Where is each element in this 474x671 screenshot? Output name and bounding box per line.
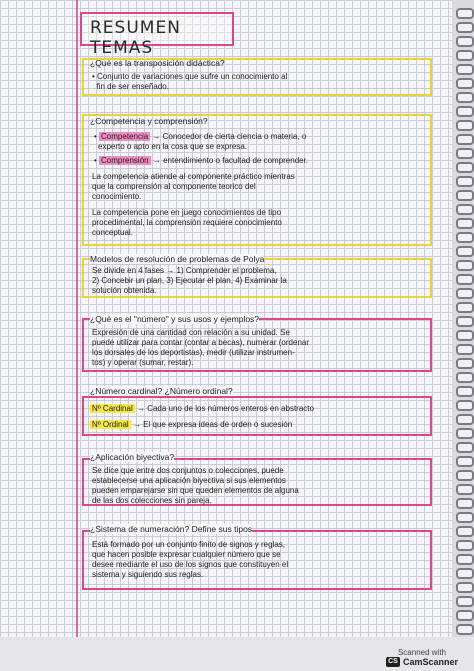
section-heading: ¿Qué es el "número" y sus usos y ejemplos?: [90, 314, 260, 324]
spiral-ring: [456, 134, 474, 145]
text-line: de las dos colecciones sin pareja.: [92, 496, 212, 505]
title-box: [80, 12, 234, 58]
text-line: puede utilizar para contar (contar a becas), numerar (ordenar: [92, 338, 309, 347]
spiral-ring: [456, 78, 474, 89]
ordinal-text: → El que expresa ideas de orden o sucesión: [132, 420, 293, 429]
text-line: Se divide en 4 fases → 1) Comprender el problema,: [92, 266, 277, 275]
section-heading: ¿Qué es la transposición didáctica?: [90, 58, 225, 68]
spiral-ring: [456, 204, 474, 215]
camscanner-logo-icon: CS: [386, 657, 400, 667]
spiral-ring: [456, 148, 474, 159]
text-line: conocimiento.: [92, 192, 142, 201]
text-line: Se dice que entre dos conjuntos o colecciones, puede: [92, 466, 284, 475]
comprension-text: → entendimiento o facultad de comprender.: [152, 156, 309, 165]
scanner-watermark: [386, 648, 458, 667]
spiral-ring: [456, 554, 474, 565]
spiral-ring: [456, 218, 474, 229]
spiral-ring: [456, 232, 474, 243]
spiral-ring: [456, 470, 474, 481]
spiral-ring: [456, 260, 474, 271]
spiral-ring: [456, 22, 474, 33]
spiral-ring: [456, 120, 474, 131]
margin-line: [76, 0, 78, 640]
text-line: tos) y operar (sumar, restar).: [92, 358, 194, 367]
text-line: desee mediante el uso de los signos que constituyen el: [92, 560, 289, 569]
spiral-ring: [456, 540, 474, 551]
spiral-ring: [456, 316, 474, 327]
spiral-ring: [456, 246, 474, 257]
competencia-text-2: experto o apto en la cosa que se expresa.: [98, 142, 247, 151]
section-heading: ¿Competencia y comprensión?: [90, 116, 208, 126]
spiral-ring: [456, 288, 474, 299]
text-line: • Conjunto de variaciones que sufre un conocimiento al: [92, 72, 288, 81]
spiral-ring: [456, 568, 474, 579]
text-line: que hacen posible expresar cualquier número que se: [92, 550, 281, 559]
text-line: los dorsales de los deportistas), medir (utilizar instrumen-: [92, 348, 295, 357]
spiral-ring: [456, 428, 474, 439]
scanner-line2: CamScanner: [402, 657, 458, 667]
spiral-ring: [456, 400, 474, 411]
spiral-ring: [456, 498, 474, 509]
section-biyectiva: [82, 452, 432, 506]
competencia-label: Competencia: [101, 132, 149, 141]
scanner-line1: Scanned with: [397, 648, 446, 657]
comprension-line: • Comprensión → entendimiento o facultad de comprender.: [94, 156, 309, 165]
spiral-ring: [456, 274, 474, 285]
ordinal-line: [90, 420, 292, 430]
text-line: Está formado por un conjunto finito de signos y reglas,: [92, 540, 285, 549]
spiral-ring: [456, 176, 474, 187]
scanner-brand: [386, 657, 458, 667]
spiral-ring: [456, 358, 474, 369]
text-line: pueden emparejarse sin que queden elementos de alguna: [92, 486, 299, 495]
text-line: que la comprensión al componente teorico del: [92, 182, 256, 191]
spiral-ring: [456, 372, 474, 383]
spiral-ring: [456, 50, 474, 61]
section-heading: Modelos de resolución de problemas de Polya: [90, 254, 265, 264]
spiral-ring: [456, 344, 474, 355]
section-cardinal-ordinal: [82, 386, 432, 436]
page-title: RESUMEN TEMAS: [90, 18, 181, 58]
spiral-ring: [456, 484, 474, 495]
text-line: sistema y siguiendo sus reglas.: [92, 570, 204, 579]
spiral-ring: [456, 526, 474, 537]
text-line: La competencia pone en juego conocimientos de tipo: [92, 208, 282, 217]
spiral-ring: [456, 162, 474, 173]
text-line: establecerse una aplicación biyectiva si sus elementos: [92, 476, 286, 485]
spiral-ring: [456, 386, 474, 397]
spiral-ring: [456, 8, 474, 19]
competencia-text: → Conocedor de cierta ciencia o materia, o: [152, 132, 307, 141]
spiral-ring: [456, 512, 474, 523]
comprension-label: Comprensión: [101, 156, 149, 165]
section-heading: ¿Número cardinal? ¿Número ordinal?: [90, 386, 233, 396]
cardinal-label: Nº Cardinal: [92, 404, 133, 413]
spiral-ring: [456, 414, 474, 425]
cardinal-text: → Cada uno de los números enteros en abstracto: [136, 404, 314, 413]
spiral-ring: [456, 596, 474, 607]
spiral-ring: [456, 442, 474, 453]
cardinal-line: [90, 404, 314, 414]
spiral-ring: [456, 330, 474, 341]
spiral-ring: [456, 624, 474, 635]
spiral-ring: [456, 106, 474, 117]
section-sistema-numeracion: [82, 524, 432, 590]
spiral-ring: [456, 302, 474, 313]
text-line: fin de ser enseñado.: [92, 82, 169, 91]
spiral-ring: [456, 92, 474, 103]
ordinal-label: Nº Ordinal: [92, 420, 129, 429]
text-line: 2) Concebir un plan, 3) Ejecutar el plan, 4) Examinar la: [92, 276, 287, 285]
spiral-ring: [456, 36, 474, 47]
section-numero: [82, 314, 432, 372]
text-line: solución obtenida.: [92, 286, 157, 295]
spiral-ring: [456, 190, 474, 201]
section-competencia: [82, 114, 432, 246]
text-line: conceptual.: [92, 228, 133, 237]
section-polya: [82, 254, 432, 298]
spiral-ring: [456, 582, 474, 593]
text-line: procedimental, la comprensión requiere conocimiento: [92, 218, 282, 227]
section-heading: ¿Aplicación biyectiva?: [90, 452, 175, 462]
spiral-ring: [456, 456, 474, 467]
text-line: La competencia atiende al componente práctico mientras: [92, 172, 295, 181]
spiral-binding: [452, 0, 474, 671]
text-line: Expresión de una cantidad con relación a su unidad. Se: [92, 328, 290, 337]
section-heading: ¿Sistema de numeración? Define sus tipos: [90, 524, 253, 534]
spiral-ring: [456, 64, 474, 75]
spiral-ring: [456, 610, 474, 621]
competencia-line: • Competencia → Conocedor de cierta ciencia o materia, o: [94, 132, 307, 141]
section-transposicion: [82, 58, 432, 96]
